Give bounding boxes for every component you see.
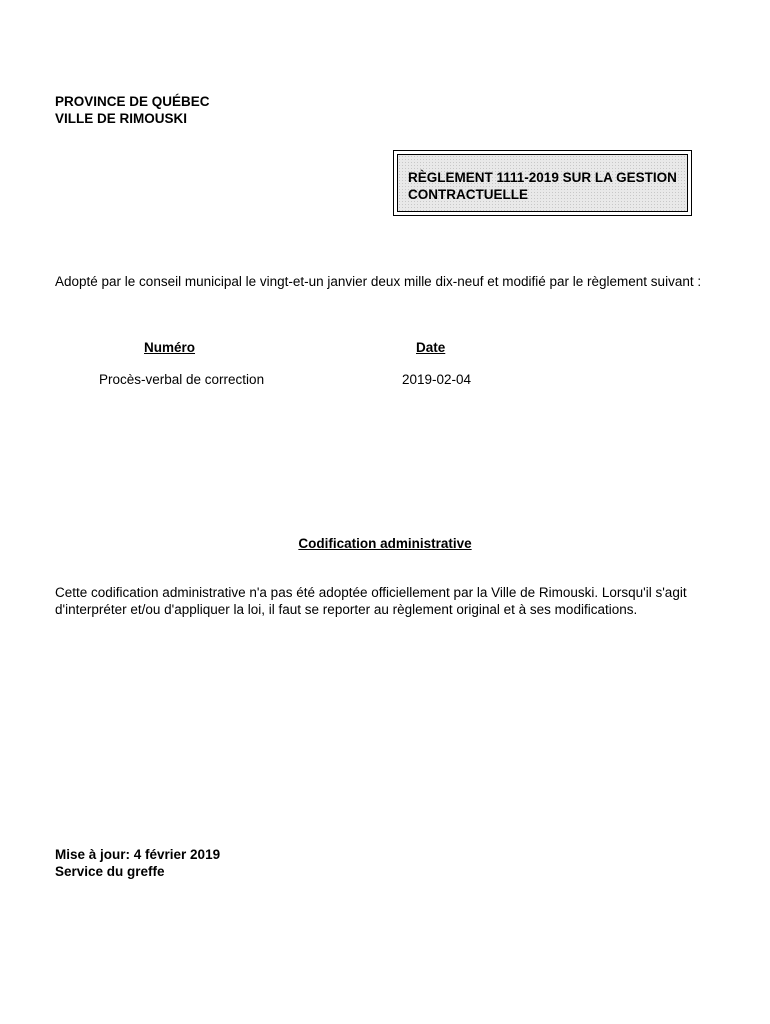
document-footer bbox=[55, 846, 220, 880]
regulation-title bbox=[397, 154, 688, 212]
document-header bbox=[55, 93, 210, 127]
codification-title: Codification administrative bbox=[298, 536, 472, 551]
date-column-header: Date bbox=[416, 340, 446, 355]
city-label: VILLE DE RIMOUSKI bbox=[55, 111, 188, 126]
service-label: Service du greffe bbox=[55, 864, 165, 879]
codification-paragraph: Cette codification administrative n'a pas été adoptée officiellement par la Ville de Rimouski. Lorsqu'il s'agit d'interpréter et/ou d'appliquer la loi, il faut se reporter au règlement original et à ses modifications. bbox=[55, 585, 687, 617]
amendment-date-cell: 2019-02-04 bbox=[402, 372, 472, 387]
numero-column-header: Numéro bbox=[144, 340, 196, 355]
adoption-paragraph: Adopté par le conseil municipal le vingt-et-un janvier deux mille dix-neuf et modifié par le règlement suivant : bbox=[55, 274, 702, 289]
province-label: PROVINCE DE QUÉBEC bbox=[55, 94, 210, 109]
regulation-title-line-1: RÈGLEMENT 1111-2019 SUR LA GESTION bbox=[408, 170, 677, 185]
regulation-title-line-2: CONTRACTUELLE bbox=[408, 187, 528, 202]
update-date-label: Mise à jour: 4 février 2019 bbox=[55, 847, 221, 862]
regulation-title-box bbox=[393, 150, 692, 216]
amendment-numero-cell: Procès-verbal de correction bbox=[99, 372, 265, 387]
